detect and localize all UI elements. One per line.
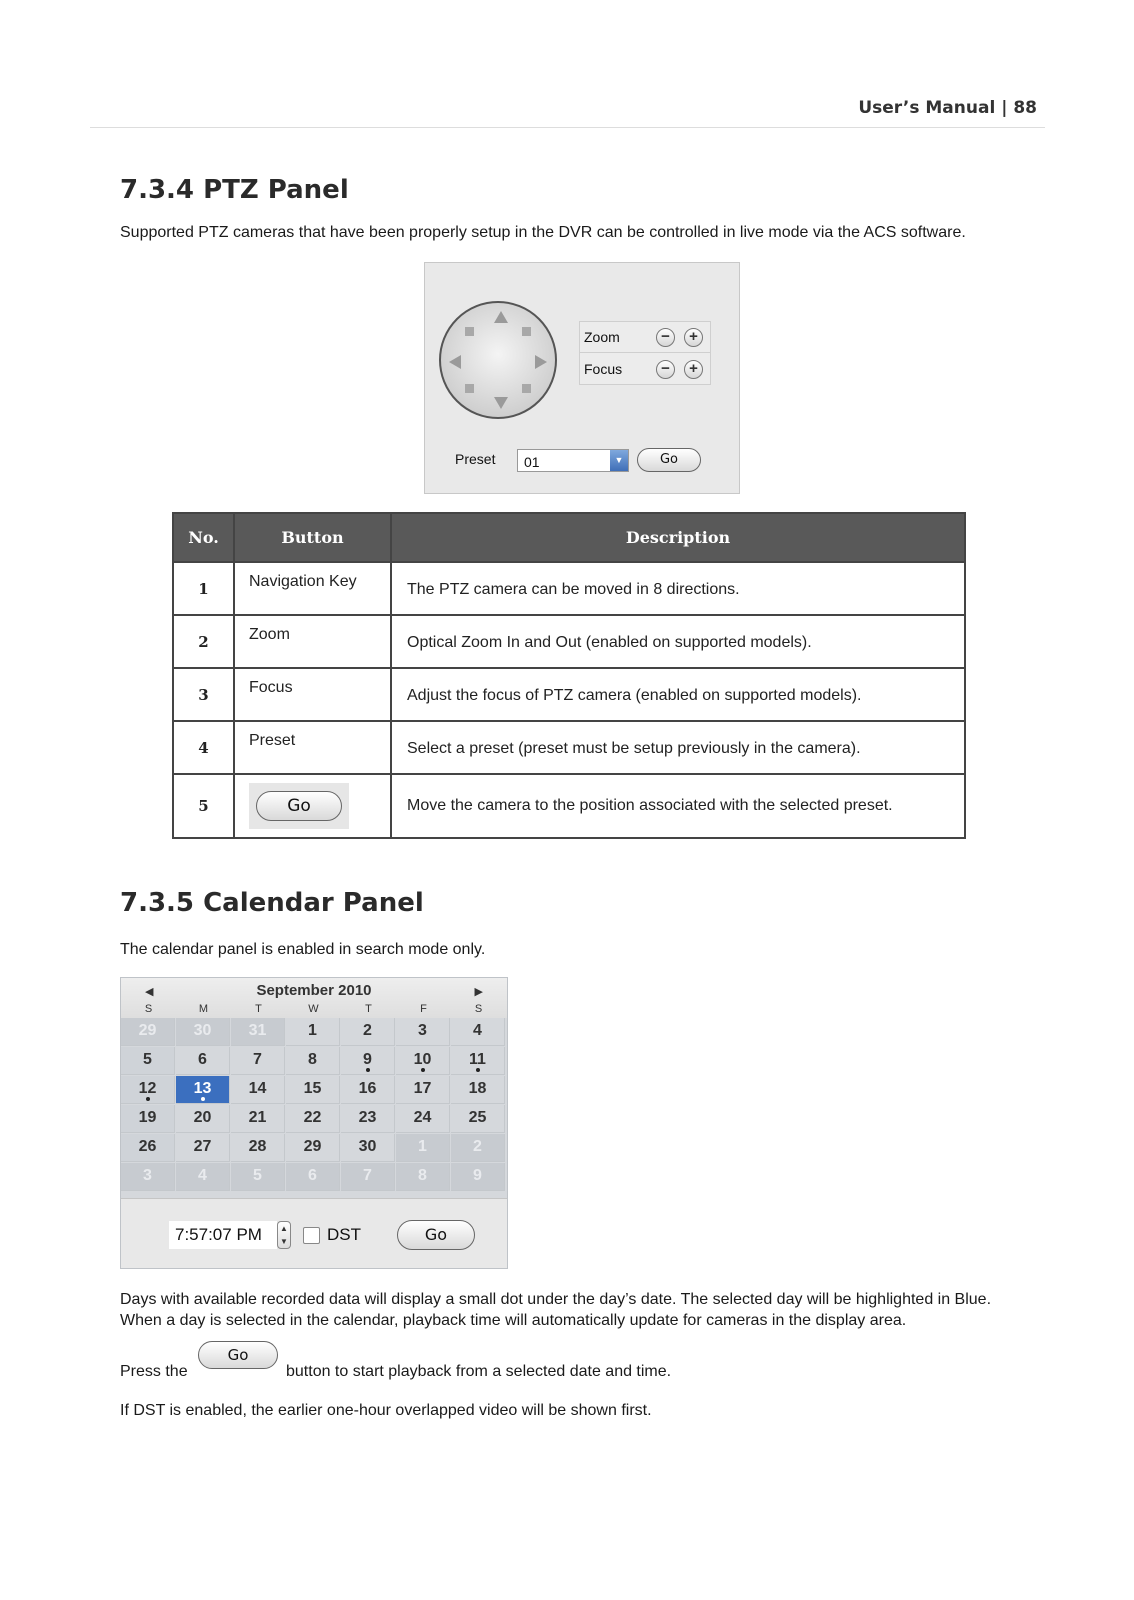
calendar-day-number: 16 <box>358 1080 377 1097</box>
calendar-day-number: 6 <box>198 1051 207 1068</box>
calendar-day <box>451 1163 505 1191</box>
row-button: Preset <box>234 721 391 774</box>
calendar-day[interactable] <box>231 1105 285 1133</box>
calendar-day-number: 24 <box>413 1109 432 1126</box>
col-header-description: Description <box>391 513 965 562</box>
calendar-day[interactable] <box>121 1134 175 1162</box>
recorded-data-dot-icon <box>366 1068 370 1072</box>
calendar-day[interactable] <box>341 1105 395 1133</box>
calendar-day[interactable] <box>341 1018 395 1046</box>
calendar-day-number: 12 <box>138 1080 157 1097</box>
preset-select[interactable] <box>517 449 629 472</box>
arrow-down-icon[interactable] <box>494 397 508 409</box>
arrow-up-icon[interactable] <box>494 311 508 323</box>
row-number: 3 <box>173 668 234 721</box>
calendar-day[interactable] <box>341 1076 395 1104</box>
focus-in-button[interactable]: + <box>684 360 703 379</box>
calendar-day-number: 29 <box>303 1138 322 1155</box>
time-input[interactable]: 7:57:07 PM <box>169 1221 277 1249</box>
go-button: Go <box>256 791 342 821</box>
ptz-panel <box>424 262 740 494</box>
row-description: Select a preset (preset must be setup previously in the camera). <box>391 721 965 774</box>
calendar-day-number: 19 <box>138 1109 157 1126</box>
ptz-button-table <box>172 512 966 839</box>
calendar-day[interactable] <box>451 1076 505 1104</box>
weekday-label: M <box>198 1003 209 1015</box>
calendar-day-number: 14 <box>248 1080 267 1097</box>
calendar-day-number: 18 <box>468 1080 487 1097</box>
calendar-day-number: 4 <box>473 1022 482 1039</box>
calendar-day-number: 8 <box>308 1051 317 1068</box>
calendar-day-number: 30 <box>358 1138 377 1155</box>
arrow-up-left-icon[interactable] <box>465 327 474 336</box>
calendar-day-number: 29 <box>138 1022 157 1039</box>
calendar-day-number: 17 <box>413 1080 432 1097</box>
ptz-heading: 7.3.4 PTZ Panel <box>120 175 349 205</box>
press-text-after: button to start playback from a selected date and time. <box>286 1363 672 1380</box>
weekday-label: F <box>420 1003 427 1015</box>
zoom-out-button[interactable]: − <box>656 328 675 347</box>
table-row <box>173 615 965 668</box>
recorded-data-dot-icon <box>201 1097 205 1101</box>
calendar-day <box>341 1163 395 1191</box>
calendar-day[interactable] <box>451 1018 505 1046</box>
calendar-day-number: 2 <box>363 1022 372 1039</box>
calendar-day-number: 21 <box>248 1109 267 1126</box>
arrow-down-right-icon[interactable] <box>522 384 531 393</box>
table-header-row <box>173 513 965 562</box>
calendar-day-number: 27 <box>193 1138 212 1155</box>
navigation-wheel[interactable] <box>439 301 557 419</box>
calendar-intro: The calendar panel is enabled in search mode only. <box>120 941 486 958</box>
calendar-day-number: 7 <box>363 1167 372 1184</box>
calendar-day-number: 5 <box>253 1167 262 1184</box>
next-month-icon[interactable]: ▶ <box>474 986 483 998</box>
zoom-in-button[interactable]: + <box>684 328 703 347</box>
calendar-day[interactable] <box>176 1105 230 1133</box>
row-number: 5 <box>173 774 234 838</box>
calendar-header <box>121 978 507 1018</box>
calendar-day-number: 1 <box>418 1138 427 1155</box>
dst-label: DST <box>327 1225 361 1244</box>
calendar-day[interactable] <box>396 1076 450 1104</box>
calendar-day <box>286 1163 340 1191</box>
calendar-day[interactable] <box>451 1105 505 1133</box>
calendar-day-number: 11 <box>469 1051 486 1068</box>
calendar-heading: 7.3.5 Calendar Panel <box>120 888 424 918</box>
recorded-data-dot-icon <box>146 1097 150 1101</box>
zoom-row <box>580 322 710 353</box>
calendar-day-number: 3 <box>418 1022 427 1039</box>
calendar-desc-1: Days with available recorded data will display a small dot under the day’s date. The selected day will be highlighted in Blue. <box>120 1291 992 1308</box>
row-description: Move the camera to the position associated with the selected preset. <box>391 774 965 838</box>
table-row <box>173 668 965 721</box>
calendar-go-button[interactable]: Go <box>397 1220 475 1250</box>
calendar-month: September 2010 <box>256 982 372 999</box>
calendar-day[interactable] <box>121 1105 175 1133</box>
calendar-day-number: 22 <box>303 1109 322 1126</box>
weekday-label: S <box>474 1003 483 1015</box>
arrow-left-icon[interactable] <box>449 355 461 369</box>
calendar-day <box>396 1163 450 1191</box>
row-button: Navigation Key <box>234 562 391 615</box>
calendar-day-number: 30 <box>193 1022 212 1039</box>
page-header <box>90 96 1045 128</box>
calendar-day <box>231 1018 285 1046</box>
calendar-day[interactable] <box>121 1076 175 1104</box>
calendar-day <box>121 1018 175 1046</box>
preset-label: Preset <box>455 451 496 467</box>
calendar-day-number: 13 <box>193 1080 212 1097</box>
table-row <box>173 562 965 615</box>
calendar-day[interactable] <box>176 1134 230 1162</box>
calendar-day <box>121 1163 175 1191</box>
calendar-day[interactable] <box>286 1076 340 1104</box>
arrow-up-right-icon[interactable] <box>522 327 531 336</box>
calendar-day[interactable] <box>286 1134 340 1162</box>
col-header-no: No. <box>173 513 234 562</box>
calendar-day-number: 4 <box>198 1167 207 1184</box>
calendar-day[interactable] <box>286 1018 340 1046</box>
calendar-day[interactable] <box>121 1047 175 1075</box>
ptz-intro: Supported PTZ cameras that have been properly setup in the DVR can be controlled in live mode via the ACS software. <box>120 224 966 241</box>
prev-month-icon[interactable]: ◀ <box>145 986 154 998</box>
row-description: Optical Zoom In and Out (enabled on supported models). <box>391 615 965 668</box>
calendar-day-number: 9 <box>363 1051 372 1068</box>
row-button: Zoom <box>234 615 391 668</box>
row-number: 2 <box>173 615 234 668</box>
calendar-day-number: 15 <box>303 1080 322 1097</box>
calendar-day[interactable] <box>176 1047 230 1075</box>
row-number: 4 <box>173 721 234 774</box>
calendar-day[interactable] <box>286 1047 340 1075</box>
calendar-day <box>231 1163 285 1191</box>
calendar-day-number: 28 <box>248 1138 267 1155</box>
calendar-day-number: 10 <box>413 1051 432 1068</box>
zoom-label: Zoom <box>584 329 620 345</box>
calendar-day[interactable] <box>286 1105 340 1133</box>
chevron-down-icon[interactable]: ▼ <box>610 450 628 471</box>
row-button-cell <box>234 774 391 838</box>
recorded-data-dot-icon <box>476 1068 480 1072</box>
weekday-label: T <box>365 1003 372 1015</box>
calendar-day-number: 9 <box>473 1167 482 1184</box>
dst-checkbox[interactable] <box>303 1227 320 1244</box>
weekday-label: W <box>308 1003 319 1015</box>
calendar-day-selected[interactable] <box>176 1076 230 1104</box>
zoom-focus-controls <box>579 321 711 385</box>
calendar-day-number: 20 <box>193 1109 212 1126</box>
calendar-day <box>396 1134 450 1162</box>
calendar-day-number: 31 <box>248 1022 267 1039</box>
calendar-day-number: 8 <box>418 1167 427 1184</box>
preset-go-button[interactable]: Go <box>637 448 701 472</box>
calendar-day-number: 25 <box>468 1109 487 1126</box>
arrow-down-left-icon[interactable] <box>465 384 474 393</box>
calendar-day-number: 7 <box>253 1051 262 1068</box>
calendar-day[interactable] <box>231 1047 285 1075</box>
row-button: Focus <box>234 668 391 721</box>
calendar-day[interactable] <box>396 1018 450 1046</box>
time-stepper-icon[interactable]: ▲ ▼ <box>277 1221 291 1249</box>
weekday-label: S <box>144 1003 153 1015</box>
calendar-day[interactable] <box>231 1134 285 1162</box>
row-description: Adjust the focus of PTZ camera (enabled on supported models). <box>391 668 965 721</box>
calendar-day[interactable] <box>451 1047 505 1075</box>
calendar-day[interactable] <box>341 1134 395 1162</box>
calendar-day[interactable] <box>396 1105 450 1133</box>
row-number: 1 <box>173 562 234 615</box>
calendar-day-number: 6 <box>308 1167 317 1184</box>
calendar-day-number: 2 <box>473 1138 482 1155</box>
calendar-time-bar <box>121 1198 507 1268</box>
calendar-day-number: 23 <box>358 1109 377 1126</box>
focus-row <box>580 354 710 385</box>
calendar-day-number: 3 <box>143 1167 152 1184</box>
focus-out-button[interactable]: − <box>656 360 675 379</box>
page-header-text: User’s Manual | 88 <box>858 98 1037 118</box>
calendar-day-number: 5 <box>143 1051 152 1068</box>
weekday-label: T <box>255 1003 262 1015</box>
preset-value: 01 <box>524 454 540 470</box>
row-description: The PTZ camera can be moved in 8 directions. <box>391 562 965 615</box>
arrow-right-icon[interactable] <box>535 355 547 369</box>
calendar-panel <box>120 977 508 1269</box>
col-header-button: Button <box>234 513 391 562</box>
calendar-day <box>451 1134 505 1162</box>
calendar-day-number: 1 <box>308 1022 317 1039</box>
inline-go-button: Go <box>198 1341 278 1369</box>
calendar-day <box>176 1163 230 1191</box>
recorded-data-dot-icon <box>421 1068 425 1072</box>
calendar-day[interactable] <box>231 1076 285 1104</box>
calendar-day-number: 26 <box>138 1138 157 1155</box>
go-button-image <box>249 783 349 829</box>
calendar-desc-2: When a day is selected in the calendar, playback time will automatically update for cameras in the display area. <box>120 1312 907 1329</box>
calendar-day[interactable] <box>396 1047 450 1075</box>
calendar-day[interactable] <box>341 1047 395 1075</box>
table-row <box>173 774 965 838</box>
press-text-before: Press the <box>120 1363 188 1380</box>
calendar-day <box>176 1018 230 1046</box>
table-row <box>173 721 965 774</box>
dst-note: If DST is enabled, the earlier one-hour overlapped video will be shown first. <box>120 1402 652 1419</box>
focus-label: Focus <box>584 361 623 377</box>
